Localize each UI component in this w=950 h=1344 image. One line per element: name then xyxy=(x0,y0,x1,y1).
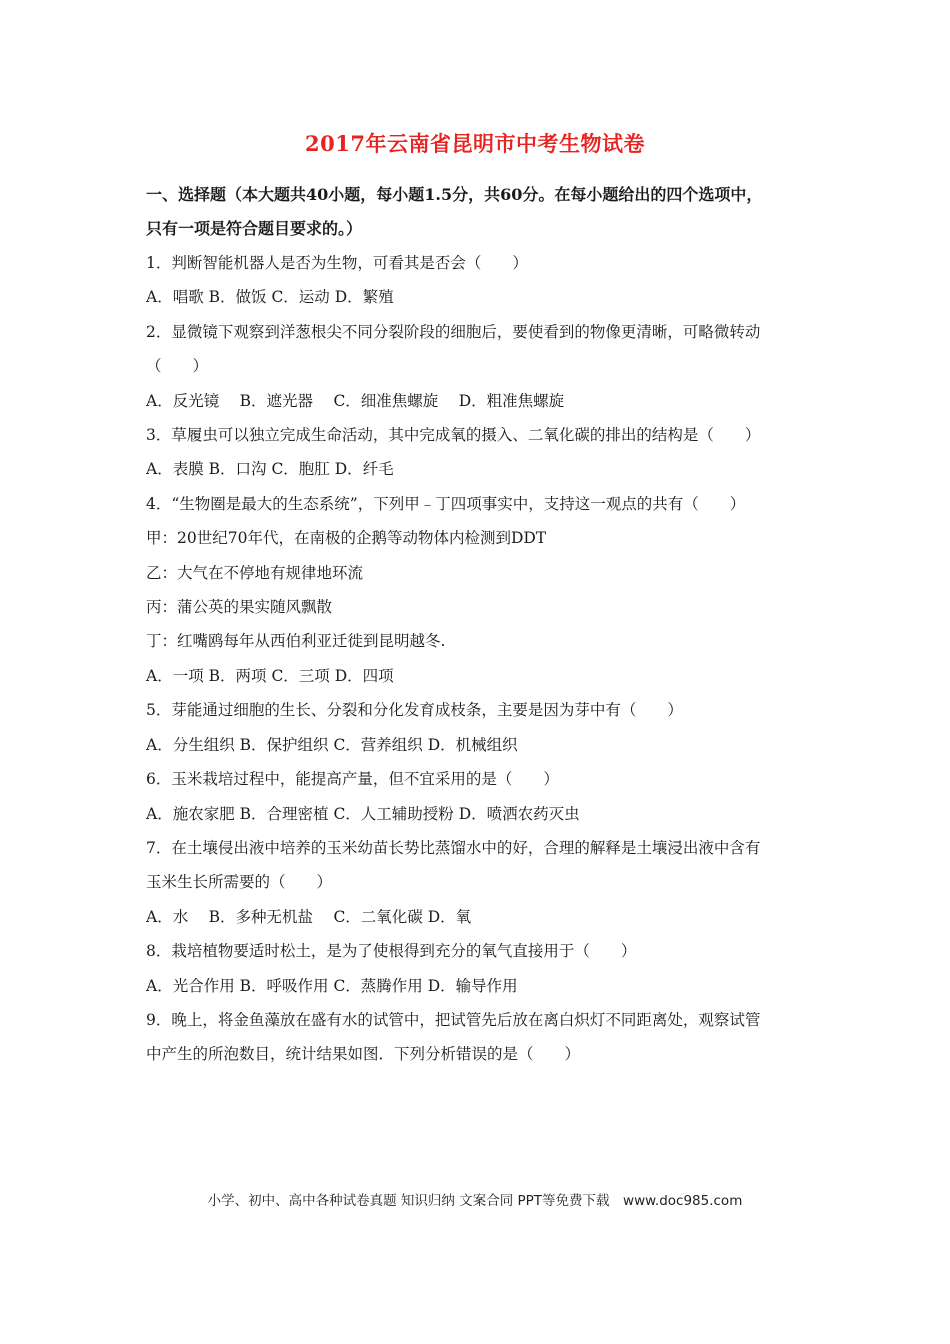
question-8-options: A．光合作用 B．呼吸作用 C．蒸腾作用 D．输导作用 xyxy=(146,976,518,995)
question-7-stem-cont: 玉米生长所需要的（ ） xyxy=(146,873,333,892)
page-footer: 小学、初中、高中各种试卷真题 知识归纳 文案合同 PPT等免费下载 www.doc985.com xyxy=(207,1193,743,1209)
section-heading-line-2: 只有一项是符合题目要求的。） xyxy=(146,219,363,238)
question-4-options: A．一项 B．两项 C．三项 D．四项 xyxy=(146,666,394,685)
exam-content xyxy=(146,178,816,1072)
question-4-item-bing: 丙：蒲公英的果实随风飘散 xyxy=(146,598,333,617)
question-2-options: A．反光镜 B．遮光器 C．细准焦螺旋 D．粗准焦螺旋 xyxy=(146,391,565,410)
question-8-stem: 8．栽培植物要适时松土，是为了使根得到充分的氧气直接用于（ ） xyxy=(146,942,637,961)
question-1-stem: 1．判断智能机器人是否为生物，可看其是否会（ ） xyxy=(146,254,528,272)
question-7-options: A．水 B．多种无机盐 C．二氧化碳 D．氧 xyxy=(146,907,472,926)
question-2-stem: 2．显微镜下观察到洋葱根尖不同分裂阶段的细胞后，要使看到的物像更清晰，可略微转动 xyxy=(146,322,761,341)
question-6-options: A．施农家肥 B．合理密植 C．人工辅助授粉 D．喷洒农药灭虫 xyxy=(146,804,580,823)
question-4-item-yi: 乙：大气在不停地有规律地环流 xyxy=(146,563,364,582)
section-heading-line-1: 一、选择题（本大题共40小题，每小题1.5分，共60分。在每小题给出的四个选项中， xyxy=(146,185,763,204)
question-9-stem-cont: 中产生的所泡数目，统计结果如图．下列分析错误的是（ ） xyxy=(146,1045,581,1064)
question-2-stem-cont: （ ） xyxy=(146,357,209,376)
question-3-stem: 3．草履虫可以独立完成生命活动，其中完成氧的摄入、二氧化碳的排出的结构是（ ） xyxy=(146,426,761,445)
question-5-stem: 5．芽能通过细胞的生长、分裂和分化发育成枝条，主要是因为芽中有（ ） xyxy=(146,701,683,720)
question-4-item-jia: 甲：20世纪70年代，在南极的企鹅等动物体内检测到DDT xyxy=(146,529,547,548)
question-1-options: A．唱歌 B．做饭 C．运动 D．繁殖 xyxy=(146,288,394,307)
question-4-stem: 4．“生物圈是最大的生态系统”，下列甲﹣丁四项事实中，支持这一观点的共有（ ） xyxy=(146,494,746,513)
question-5-options: A．分生组织 B．保护组织 C．营养组织 D．机械组织 xyxy=(146,735,518,754)
question-6-stem: 6．玉米栽培过程中，能提高产量，但不宜采用的是（ ） xyxy=(146,770,559,789)
question-7-stem: 7．在土壤侵出液中培养的玉米幼苗长势比蒸馏水中的好，合理的解释是土壤浸出液中含有 xyxy=(146,838,761,857)
question-3-options: A．表膜 B．口沟 C．胞肛 D．纤毛 xyxy=(146,460,394,479)
question-9-stem: 9．晚上，将金鱼藻放在盛有水的试管中，把试管先后放在离白炽灯不同距离处，观察试管 xyxy=(146,1010,761,1029)
question-4-item-ding: 丁：红嘴鸥每年从西伯利亚迁徙到昆明越冬. xyxy=(146,632,446,651)
page-title: 2017年云南省昆明市中考生物试卷 xyxy=(305,131,645,156)
